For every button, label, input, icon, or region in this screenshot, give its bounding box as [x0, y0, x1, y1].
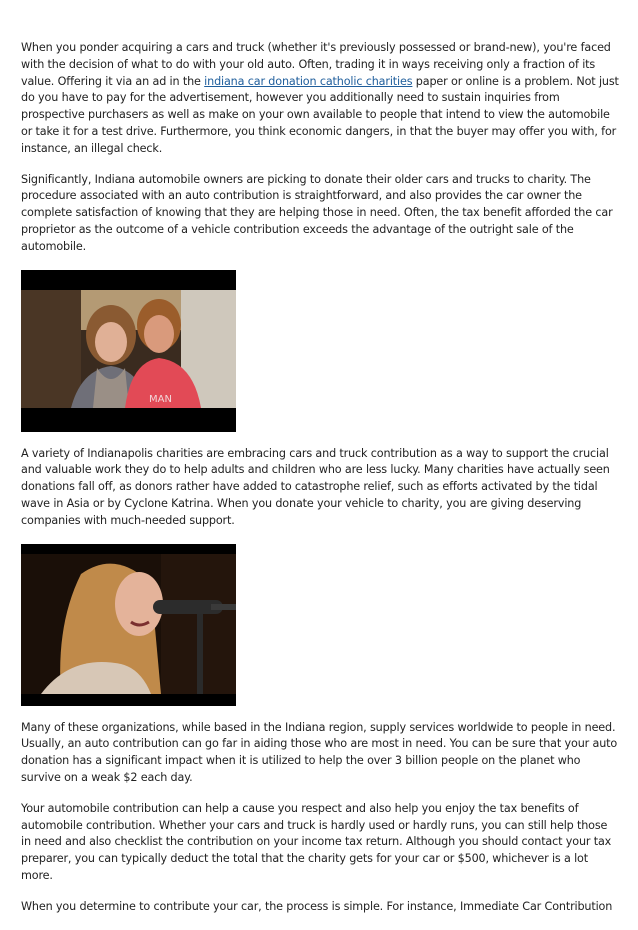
paragraph-6: When you determine to contribute your car, the process is simple. For instance, Immediate Car Contribution — [21, 899, 613, 913]
paragraph-3: A variety of Indianapolis charities are embracing cars and truck contribution as a way to support the crucial and valuable work they do to help adults and children who are less lucky. Many charities have actually seen donations fall off, as donors rather have added to catastrophe relief, such as efforts activated by the tidal wave in Asia or by Cyclone Katrina. When you donate your vehicle to charity, you are giving deserving companies with much-needed support. — [21, 446, 610, 527]
two-women-photo — [21, 270, 236, 432]
paragraph-5: Your automobile contribution can help a cause you respect and also help you enjoy the tax benefits of automobile contribution. Whether your cars and truck is hardly used or hardly runs, you can still help those in need and also checklist the contribution on your income tax return. Although you should contact your tax preparer, you can typically deduct the total that the charity gets for your car or $500, whichever is a lot more. — [21, 801, 612, 882]
paragraph-2: Significantly, Indiana automobile owners are picking to donate their older cars and trucks to charity. The procedure associated with an auto contribution is straightforward, and also provides the car owner the complete satisfaction of knowing that they are helping those in need. Often, the tax benefit afforded the car proprietor as the outcome of a vehicle contribution exceeds the advantage of the outright sale of the automobile. — [21, 172, 613, 253]
svg-text:MAN: MAN — [149, 393, 172, 405]
two-women-illustration — [21, 270, 236, 432]
paragraph-1-text-before-link: When you ponder acquiring a cars and truck (whether it's previously possessed or brand-new), you're faced with the decision of what to do with your old auto. Often, trading it in ways receiving only a fraction of its value. Offering it via an ad in the — [21, 41, 611, 88]
article-body — [21, 40, 619, 930]
indiana-car-donation-link[interactable]: indiana car donation catholic charities — [204, 74, 413, 88]
woman-singing-photo — [21, 544, 236, 706]
singer-illustration — [21, 544, 236, 706]
paragraph-1 — [21, 40, 619, 158]
paragraph-1-text-after-link: paper or online is a problem. Not just do you have to pay for the advertisement, however you additionally need to sustain inquiries from prospective purchasers as well as make on your own available to people that intend to view the automobile or take it for a test drive. Furthermore, you think economic dangers, in that the buyer may offer you with, for instance, an illegal check. — [21, 74, 619, 155]
paragraph-4: Many of these organizations, while based in the Indiana region, supply services worldwide to people in need. Usually, an auto contribution can go far in aiding those who are most in need. You can be sure that your auto donation has a significant impact when it is utilized to help the over 3 billion people on the planet who survive on a weak $2 each day. — [21, 720, 618, 784]
